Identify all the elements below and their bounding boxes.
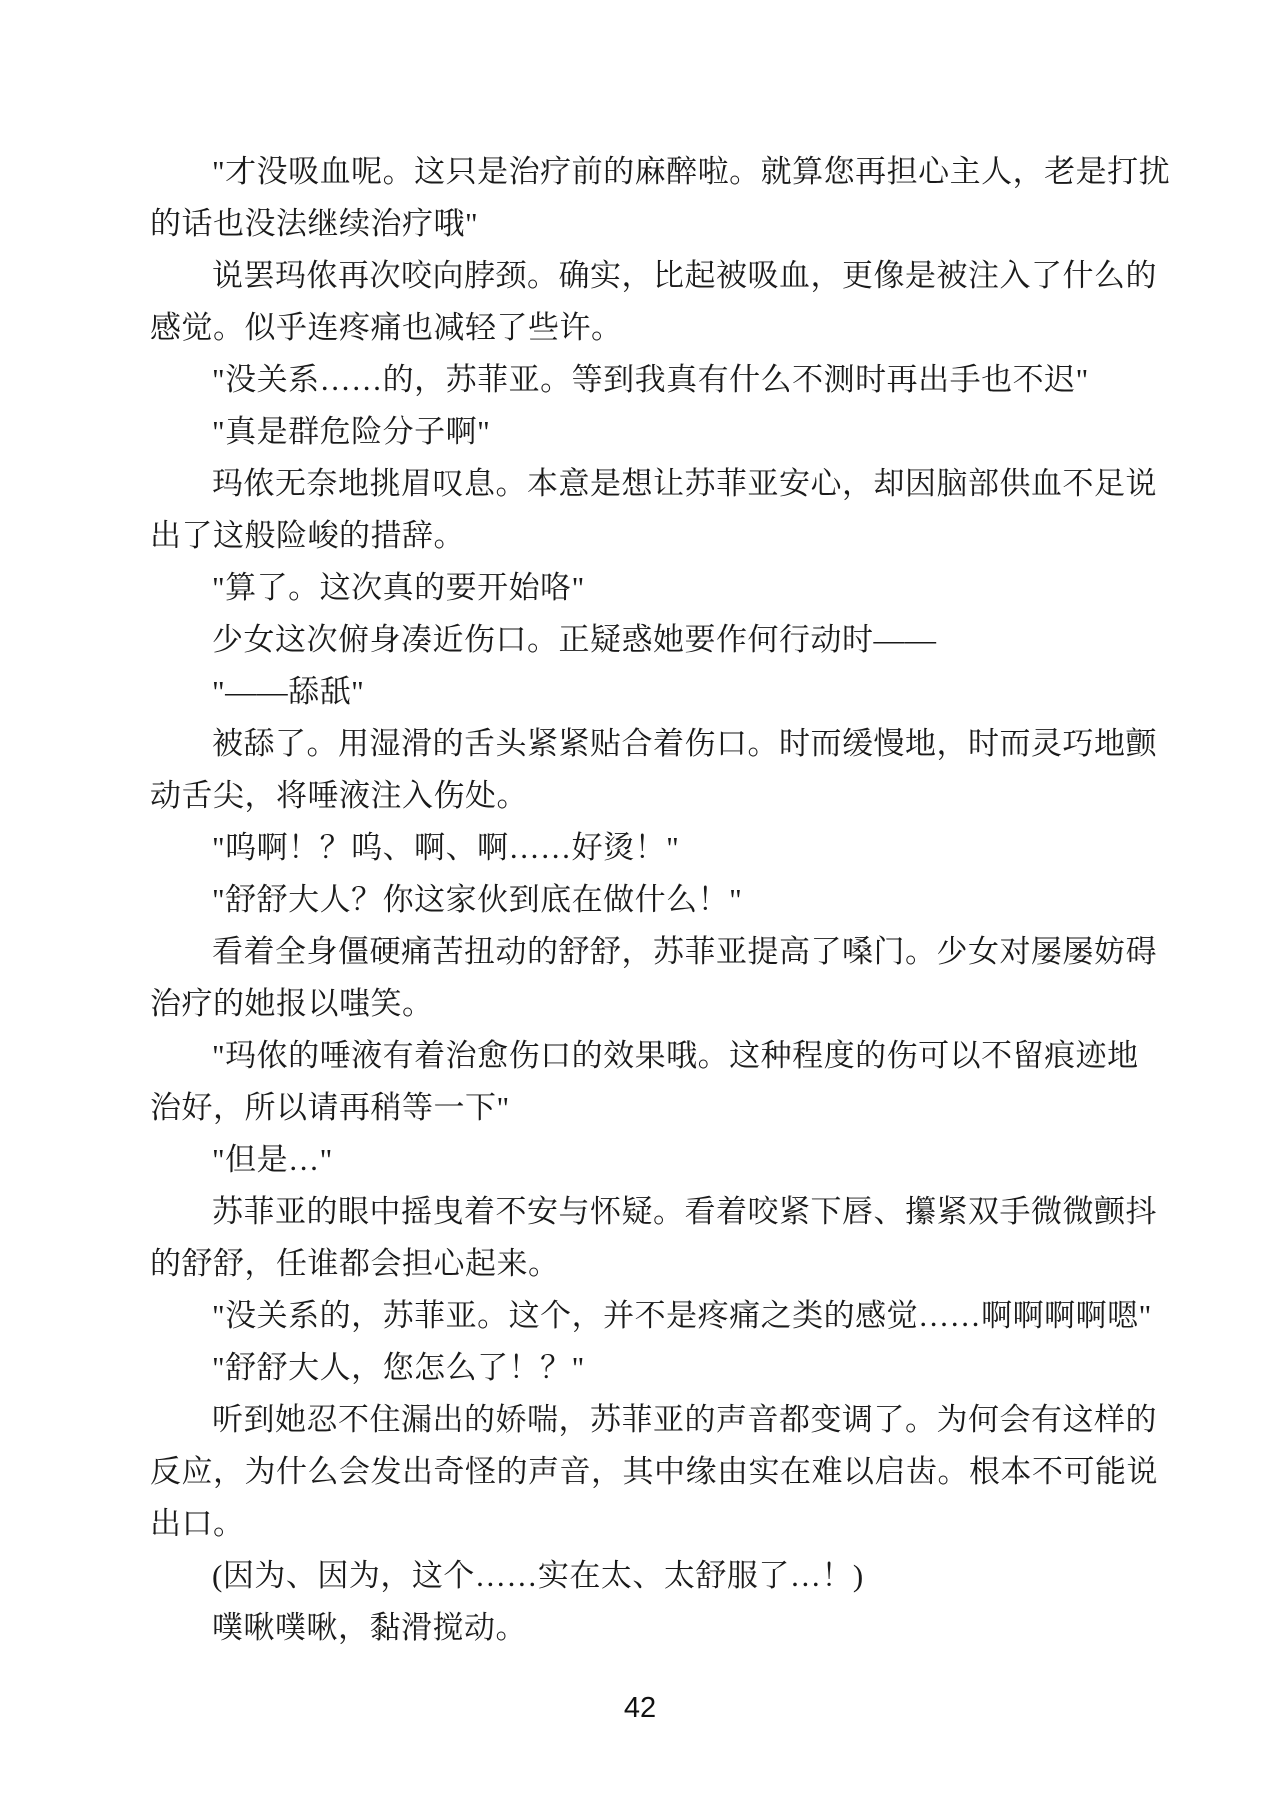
text-line: "舒舒大人，您怎么了！？": [212, 1350, 585, 1385]
text-line: "没关系的，苏菲亚。这个，并不是疼痛之类的感觉……啊啊啊啊嗯": [212, 1298, 1152, 1333]
text-line: "真是群危险分子啊": [212, 414, 491, 449]
text-line: 玛侬无奈地挑眉叹息。本意是想让苏菲亚安心，却因脑部供血不足说: [212, 466, 1157, 501]
text-line: 少女这次俯身凑近伤口。正疑惑她要作何行动时——: [212, 622, 937, 657]
text-line: "才没吸血呢。这只是治疗前的麻醉啦。就算您再担心主人，老是打扰: [212, 154, 1171, 189]
text-line: 的话也没法继续治疗哦": [150, 206, 479, 241]
text-line: "玛侬的唾液有着治愈伤口的效果哦。这种程度的伤可以不留痕迹地: [212, 1038, 1139, 1073]
text-line: "没关系……的，苏菲亚。等到我真有什么不测时再出手也不迟": [212, 362, 1089, 397]
text-line: 感觉。似乎连疼痛也减轻了些许。: [150, 310, 623, 345]
text-line: 动舌尖，将唾液注入伤处。: [150, 778, 528, 813]
text-line: 看着全身僵硬痛苦扭动的舒舒，苏菲亚提高了嗓门。少女对屡屡妨碍: [212, 934, 1157, 969]
text-line: 出了这般险峻的措辞。: [150, 518, 465, 553]
text-line: "呜啊！？呜、啊、啊……好烫！": [212, 830, 680, 865]
text-line: 被舔了。用湿滑的舌头紧紧贴合着伤口。时而缓慢地，时而灵巧地颤: [212, 726, 1157, 761]
text-line: (因为、因为，这个……实在太、太舒服了…！): [212, 1558, 864, 1593]
text-line: 噗啾噗啾，黏滑搅动。: [212, 1610, 527, 1645]
text-line: 治好，所以请再稍等一下": [150, 1090, 510, 1125]
text-block: [150, 146, 1171, 1654]
text-line: 出口。: [150, 1506, 245, 1541]
text-line: 治疗的她报以嗤笑。: [150, 986, 434, 1021]
text-line: 苏菲亚的眼中摇曳着不安与怀疑。看着咬紧下唇、攥紧双手微微颤抖: [212, 1194, 1157, 1229]
text-line: 听到她忍不住漏出的娇喘，苏菲亚的声音都变调了。为何会有这样的: [212, 1402, 1157, 1437]
text-line: 说罢玛侬再次咬向脖颈。确实，比起被吸血，更像是被注入了什么的: [212, 258, 1157, 293]
text-line: 的舒舒，任谁都会担心起来。: [150, 1246, 560, 1281]
text-line: 反应，为什么会发出奇怪的声音，其中缘由实在难以启齿。根本不可能说: [150, 1454, 1158, 1489]
text-line: "算了。这次真的要开始咯": [212, 570, 585, 605]
page-number: 42: [623, 1692, 657, 1724]
text-line: "但是…": [212, 1142, 333, 1177]
text-line: "舒舒大人？你这家伙到底在做什么！": [212, 882, 743, 917]
text-line: "——舔舐": [212, 674, 365, 709]
